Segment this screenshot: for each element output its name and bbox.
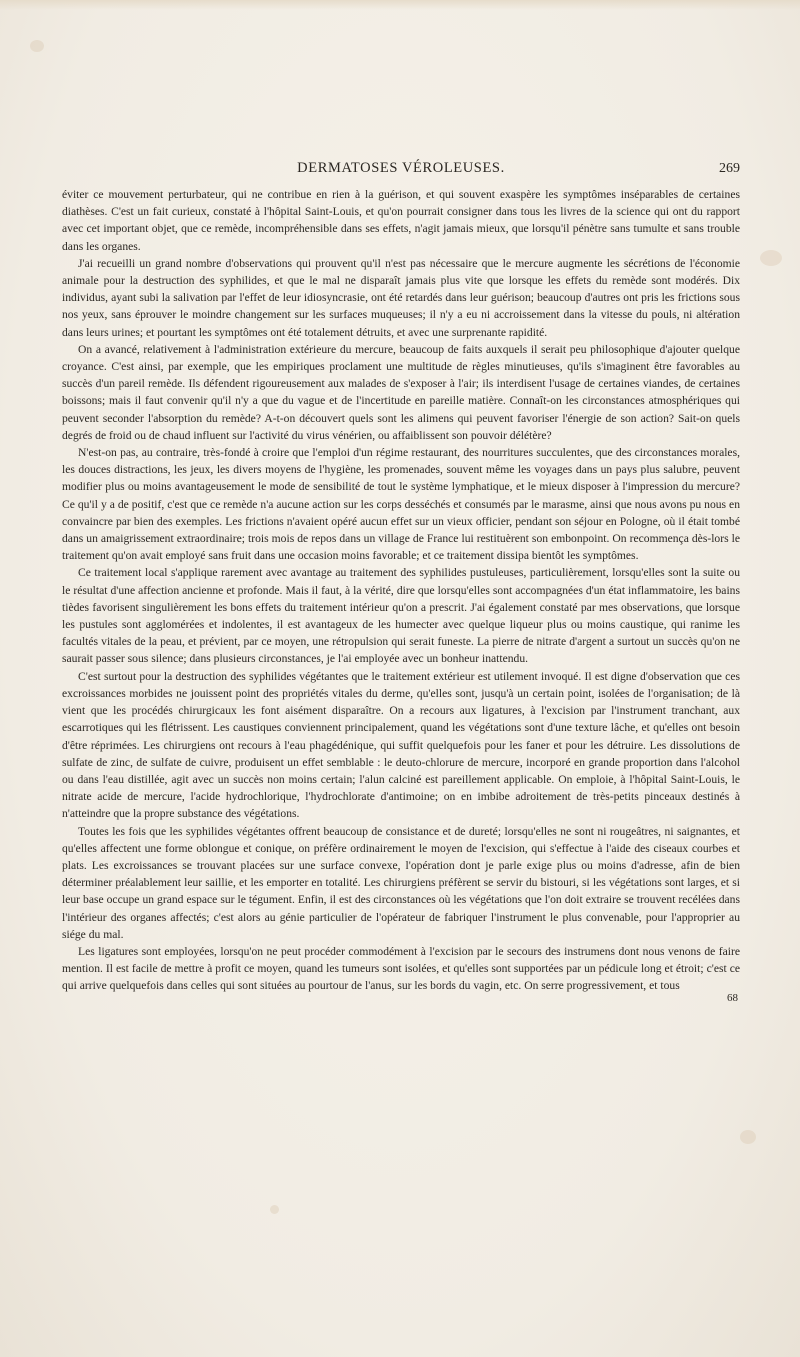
paragraph: On a avancé, relativement à l'administration extérieure du mercure, beaucoup de faits auxquels il serait peu philosophique d'ajouter quelque croyance. C'est ainsi, par exemple, que les empiriques proclament une multitude de règles minutieuses, qu'ils s'imaginent être favorables au succès d'un pareil remède. Ils défendent rigoureusement aux malades de s'exposer à l'air; ils interdisent l'usage de certaines viandes, de certaines boissons; mais il faut convenir qu'il n'y a que du vague et de l'incertitude en pareille matière. Connaît-on les circonstances atmosphériques qui peuvent seconder l'absorption du remède? A-t-on découvert quels sont les alimens qui peuvent favoriser l'énergie de son action? Sait-on quels degrés de froid ou de chaud influent sur l'activité du virus vénérien, ou affaiblissent son pouvoir délétère?: [62, 342, 740, 442]
foxing-spot: [740, 1130, 756, 1144]
text-block: [62, 160, 740, 1004]
page-number: 269: [719, 161, 740, 176]
paragraph: J'ai recueilli un grand nombre d'observations qui prouvent qu'il n'est pas nécessaire que le mercure augmente les sécrétions de l'économie animale pour la destruction des syphilides, et que le mal ne disparaît jamais plus vite que lorsque les effets du remède sont modérés. Dix individus, ayant subi la salivation par l'effet de leur idiosyncrasie, ont été retardés dans leur guérison; beaucoup d'autres ont pris les frictions sous nos yeux, sans éprouver le moindre changement sur les surfaces muqueuses; il n'y a eu ni accroissement dans la vitesse du pouls, ni altération dans leurs urines; et pourtant les symptômes ont été totalement détruits, et avec une surprenante rapidité.: [62, 256, 740, 339]
foxing-spot: [30, 40, 44, 52]
paragraph: éviter ce mouvement perturbateur, qui ne contribue en rien à la guérison, et qui souvent exaspère les symptômes inséparables de certaines diathèses. C'est un fait curieux, constaté à l'hôpital Saint-Louis, et qu'on pourrait consigner dans tous les livres de la science qui ont du rapport avec cet important objet, que ce remède, incompréhensible dans ses effets, n'agit jamais mieux, que lorsqu'il pénètre sans tumulte et sans trouble dans les organes.: [62, 188, 740, 253]
foxing-spot: [270, 1205, 279, 1214]
running-head: DERMATOSES VÉROLEUSES.: [297, 160, 505, 176]
paragraph: Ce traitement local s'applique rarement avec avantage au traitement des syphilides pustuleuses, particulièrement, lorsqu'elles sont la suite ou le résultat d'une affection ancienne et profonde. Mais il faut, à la vérité, dire que lorsqu'elles sont accompagnées d'un état inflammatoire, les bains tièdes favorisent singulièrement les bons effets du traitement intérieur qu'on a prescrit. J'ai également constaté par mes observations, que lorsque les pustules sont agglomérées et indolentes, il est avantageux de les humecter avec quelque liqueur plus ou moins caustique, qui ranime les facultés vitales de la peau, et prévient, par ce moyen, une rétropulsion qui serait funeste. La pierre de nitrate d'argent a surtout un succès qu'on ne saurait passer sous silence; dans plusieurs circonstances, je l'ai employée avec un bonheur inattendu.: [62, 566, 740, 666]
body-text: [62, 186, 740, 995]
signature-mark: 68: [727, 991, 738, 1004]
paragraph: Toutes les fois que les syphilides végétantes offrent beaucoup de consistance et de dureté; lorsqu'elles ne sont ni rougeâtres, ni saignantes, et qu'elles affectent une forme oblongue et conique, on préfère ordinairement le moyen de l'excision, qui s'effectue à l'aide des ciseaux courbes et plats. Les excroissances se trouvant placées sur une surface convexe, l'opération dont je parle exige plus ou moins d'adresse, afin de bien déterminer préalablement leur saillie, et les emporter en totalité. Les chirurgiens préfèrent se servir du bistouri, si les végétations sont larges, et si leur base occupe un grand espace sur le tégument. Enfin, il est des circonstances où les végétations que l'on doit extraire se trouvent recélées dans l'intérieur des organes affectés; c'est alors au génie particulier de l'opérateur de fabriquer l'instrument le plus convenable, pour l'approprier au siége du mal.: [62, 824, 740, 941]
paragraph: N'est-on pas, au contraire, très-fondé à croire que l'emploi d'un régime restaurant, des nourritures succulentes, que des circonstances morales, les douces distractions, les jeux, les divers moyens de l'hygiène, les promenades, souvent même les voyages dans un pays plus salubre, peuvent modifier plus ou moins avantageusement le mode de sensibilité de tout le système lymphatique, et le mieux disposer à l'impression du mercure? Ce qu'il y a de positif, c'est que ce remède n'a aucune action sur les corps desséchés et consumés par le marasme, ainsi que nous avons pu nous en convaincre par bien des exemples. Les frictions n'avaient opéré aucun effet sur un vieux officier, pendant son séjour en Pologne, où il était tombé dans un amaigrissement extraordinaire; trois mois de repos dans un village de France lui restituèrent son embonpoint. On recommença dès-lors le traitement qu'on avait employé sans fruit dans une occasion moins favorable; et ce traitement dissipa bientôt les symptômes.: [62, 446, 740, 563]
paragraph: Les ligatures sont employées, lorsqu'on ne peut procéder commodément à l'excision par le secours des instrumens dont nous venons de faire mention. Il est facile de mettre à profit ce moyen, quand les tumeurs sont isolées, et qu'elles sont supportées par un pédicule long et étroit; c'est ce qui arrive quelquefois dans celles qui sont situées au pourtour de l'anus, sur les bords du vagin, etc. On serre progressivement, et tous: [62, 944, 740, 993]
paragraph: C'est surtout pour la destruction des syphilides végétantes que le traitement extérieur est utilement invoqué. Il est digne d'observation que ces excroissances morbides ne jouissent point des propriétés vitales du derme, qu'elles sont, jusqu'à un certain point, isolées de l'organisation; de là vient que les procédés chirurgicaux les font aisément disparaître. On a recours aux ligatures, à l'excision par l'instrument tranchant, aux escarrotiques qui les flétrissent. Les caustiques conviennent principalement, quand les végétations sont d'une texture lâche, et qu'elles ont besoin d'être réprimées. Les chirurgiens ont recours à l'eau phagédénique, qui suffit quelquefois pour les faner et pour les détruire. Les dissolutions de sulfate de zinc, de sulfate de cuivre, produisent un effet semblable : le deuto-chlorure de mercure, incorporé en grande proportion dans l'alcohol ou dans l'eau distillée, agit avec un succès non moins certain; l'alun calciné est pareillement applicable. On emploie, à l'hôpital Saint-Louis, le nitrate acide de mercure, l'acide hydrochlorique, l'hydrochlorate d'antimoine; on en imbibe adroitement de très-petits pinceaux destinés à n'atteindre que la propre substance des végétations.: [62, 669, 740, 821]
page-top-edge: [0, 0, 800, 10]
page-header: [62, 160, 740, 182]
foxing-spot: [760, 250, 782, 266]
